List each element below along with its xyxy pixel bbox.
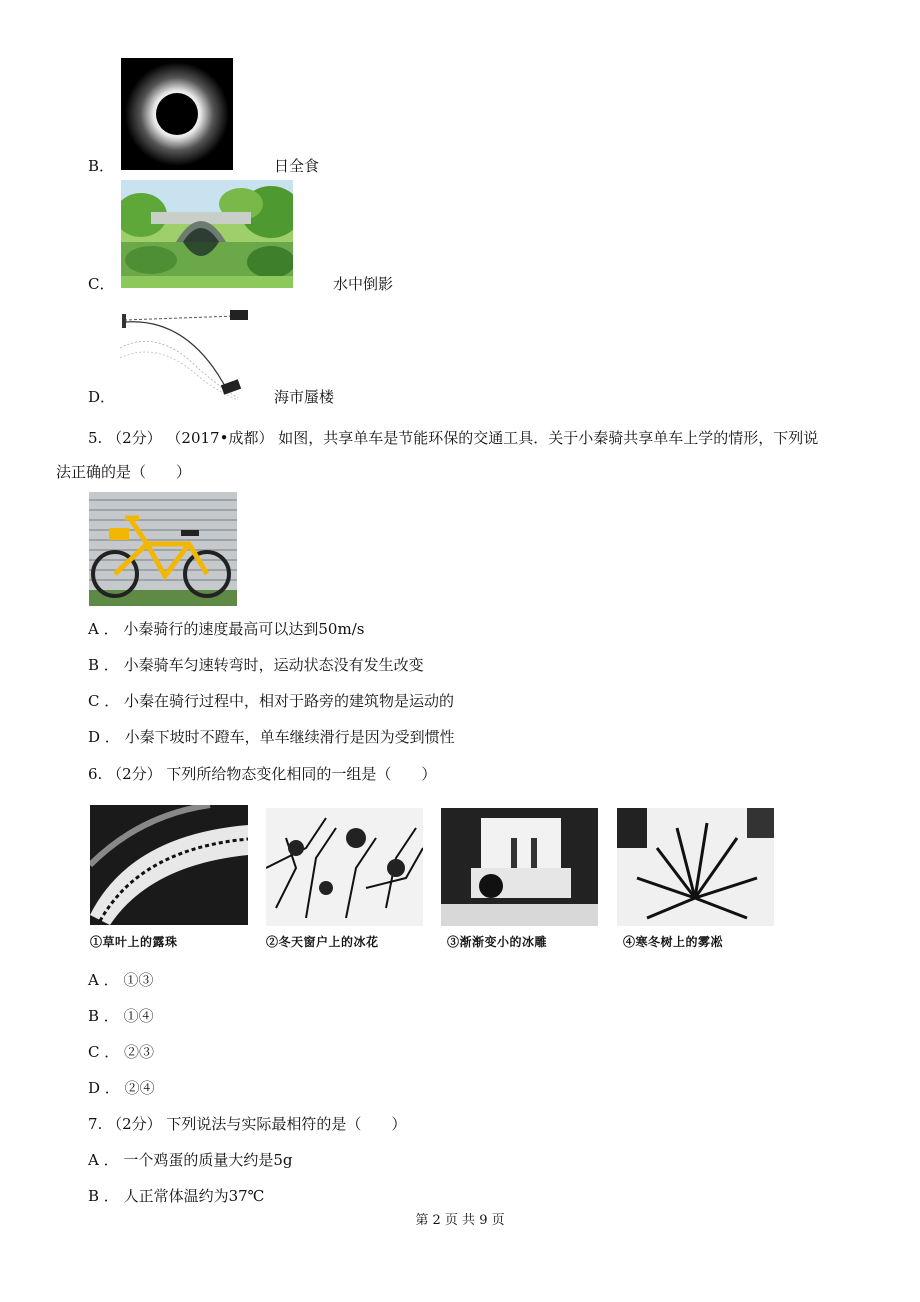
question-number: 6. [88,765,103,783]
shared-bicycle-icon [89,492,237,606]
q6-option-b[interactable]: B ． ①④ [88,1007,154,1025]
q6-option-a[interactable]: A ． ①③ [88,971,154,989]
question-score: （2分） [107,1115,162,1133]
bridge-reflection-icon [121,180,293,288]
option-b-label: B． [88,157,115,175]
q5-option-a[interactable]: A ． 小秦骑行的速度最高可以达到50m/s [88,620,365,638]
question-number: 7. [88,1115,103,1133]
rime-on-tree-icon [617,808,774,926]
q7-option-a[interactable]: A ． 一个鸡蛋的质量大约是5g [88,1151,293,1169]
option-c-label: C． [88,275,115,293]
picture-2-caption: ②冬天窗户上的冰花 [266,935,379,949]
option-b-text: 日全食 [274,157,320,175]
question-score: （2分） [107,429,162,447]
mirage-diagram-icon [118,308,252,402]
picture-3-caption: ③渐渐变小的冰雕 [447,935,548,949]
question-5-stem-line2: 法正确的是（ ） [56,463,192,481]
question-6-stem: 6. （2分） 下列所给物态变化相同的一组是（ ） [88,765,437,783]
dew-on-grass-icon [90,805,248,925]
question-7-stem: 7. （2分） 下列说法与实际最相符的是（ ） [88,1115,407,1133]
q5-option-d[interactable]: D ． 小秦下坡时不蹬车，单车继续滑行是因为受到惯性 [88,728,455,746]
q6-option-c[interactable]: C ． ②③ [88,1043,155,1061]
q5-option-c[interactable]: C ． 小秦在骑行过程中，相对于路旁的建筑物是运动的 [88,692,455,710]
picture-4-caption: ④寒冬树上的雾凇 [623,935,724,949]
picture-1-caption: ①草叶上的露珠 [90,935,178,949]
question-5-stem: 5. （2分） （2017•成都） 如图，共享单车是节能环保的交通工具．关于小秦骑共享单车上学的情形，下列说 [88,429,819,447]
question-source: （2017•成都） [166,429,274,447]
q6-option-d[interactable]: D ． ②④ [88,1079,155,1097]
q7-option-b[interactable]: B ． 人正常体温约为37℃ [88,1187,265,1205]
q5-option-b[interactable]: B ． 小秦骑车匀速转弯时，运动状态没有发生改变 [88,656,424,674]
option-d-text: 海市蜃楼 [274,388,335,406]
option-d-label: D． [88,388,116,406]
ice-sculpture-icon [441,808,598,926]
question-score: （2分） [107,765,162,783]
question-number: 5. [88,429,103,447]
window-frost-icon [266,808,423,926]
page-footer: 第 2 页 共 9 页 [415,1213,505,1228]
option-c-text: 水中倒影 [333,275,394,293]
solar-eclipse-icon [121,58,233,170]
